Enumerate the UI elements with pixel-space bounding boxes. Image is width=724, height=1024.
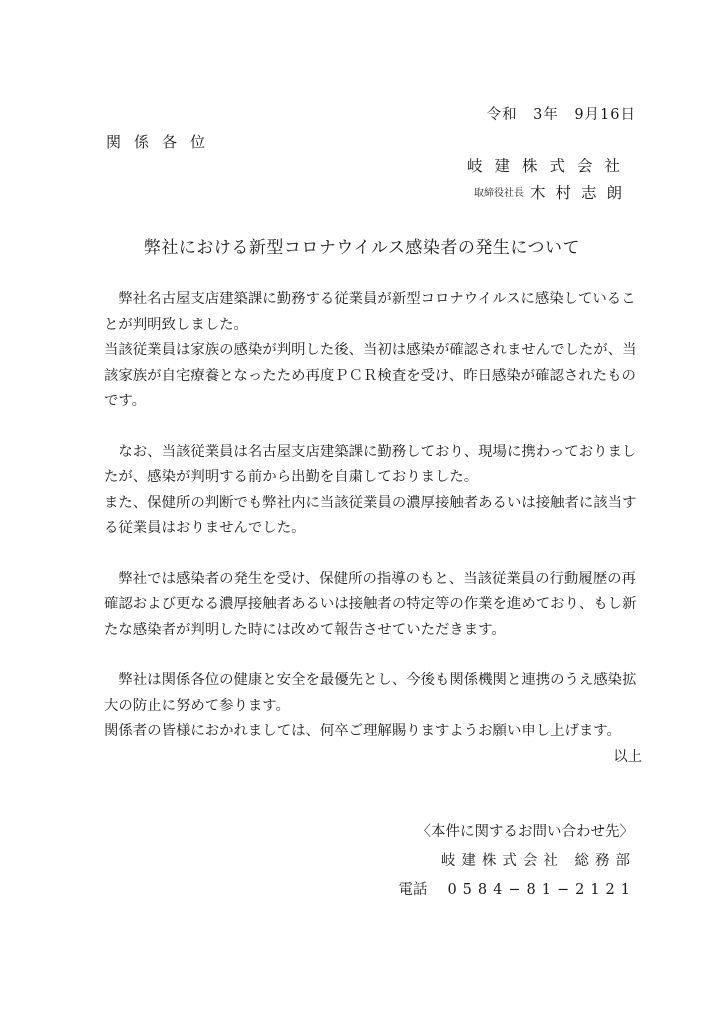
contact-heading: 〈本件に関するお問い合わせ先〉	[416, 824, 634, 840]
document-date: 令和 3年 9月16日	[486, 107, 636, 123]
paragraph-5: 弊社では感染者の発生を受け、保健所の指導のもと、当該従業員の行動履歴の再確認および更なる濃厚接触者あるいは接触者の特定等の作業を進めており、もし新たな感染者が判明した時には改めて報告させていただきます。	[104, 570, 637, 638]
contact-block	[398, 818, 636, 905]
phone-label: 電話	[398, 882, 428, 898]
paragraph-4: また、保健所の判断でも弊社内に当該従業員の濃厚接触者あるいは接触者に該当する従業員はおりませんでした。	[104, 494, 637, 536]
paragraph-7: 関係者の皆様におかれましては、何卒ご理解賜りますようお願い申し上げます。	[104, 723, 621, 739]
document-title: 弊社における新型コロナウイルス感染者の発生について	[143, 238, 581, 258]
signer-role: 取締役社長	[473, 188, 524, 199]
closing-mark: 以上	[613, 748, 642, 765]
document-body	[104, 287, 644, 770]
signer	[474, 181, 632, 203]
phone-number: 0584−81−2121	[447, 882, 636, 898]
signer-name: 木村志朗	[529, 184, 632, 202]
company-name: 岐建株式会社	[466, 157, 632, 175]
paragraph-1: 弊社名古屋支店建築課に勤務する従業員が新型コロナウイルスに感染していることが判明致しました。	[104, 291, 636, 333]
paragraph-3: なお、当該従業員は名古屋支店建築課に勤務しており、現場に携わっておりましたが、感染が判明する前から出勤を自粛しておりました。	[104, 443, 637, 485]
paragraph-2: 当該従業員は家族の感染が判明した後、当初は感染が確認されませんでしたが、当該家族が自宅療養となったため再度ＰＣＲ検査を受け、昨日感染が確認されたものです。	[104, 342, 637, 409]
paragraph-6: 弊社は関係各位の健康と安全を最優先とし、今後も関係機関と連携のうえ感染拡大の防止に努めて参ります。	[104, 672, 637, 714]
contact-department: 岐建株式会社 総務部	[440, 853, 636, 869]
contact-phone	[398, 876, 636, 905]
addressee: 関係各位	[106, 133, 219, 151]
